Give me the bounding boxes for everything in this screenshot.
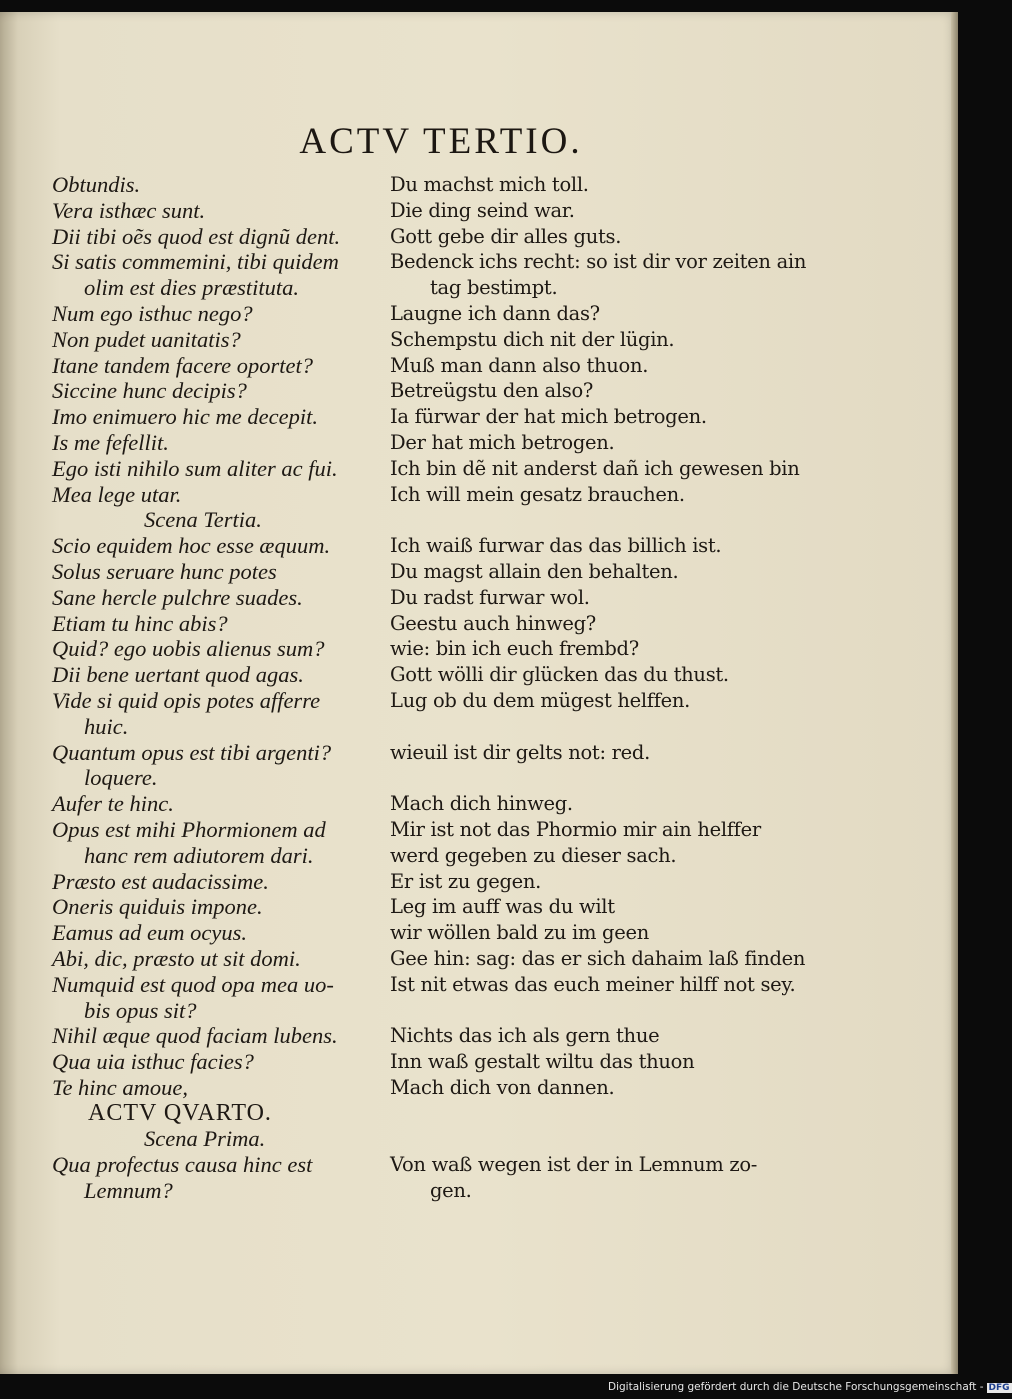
german-line: wir wöllen bald zu im geen (390, 921, 649, 945)
german-column (390, 172, 820, 1204)
funding-text: Digitalisierung gefördert durch die Deutsche Forschungsgemeinschaft - (608, 1381, 984, 1393)
german-line: Du radst furwar wol. (390, 585, 590, 609)
german-line: Du machst mich toll. (390, 173, 589, 196)
german-line: Mach dich von dannen. (390, 1075, 615, 1099)
latin-line: bis opus sit? (84, 997, 197, 1023)
latin-line: huic. (84, 713, 129, 739)
german-line (390, 998, 820, 1024)
latin-line: Oneris quiduis impone. (52, 894, 263, 920)
latin-line: Solus seruare hunc potes (52, 558, 277, 584)
latin-line: Ego isti nihilo sum aliter ac fui. (52, 455, 338, 481)
funding-footer (608, 1381, 1012, 1393)
scene-heading: Scena Prima. (144, 1126, 266, 1152)
running-heading: ACTV TERTIO. (299, 121, 583, 162)
latin-line: Obtundis. (52, 172, 141, 197)
latin-line: Te hinc amoue, (52, 1074, 189, 1100)
german-line: Ich will mein gesatz brauchen. (390, 482, 685, 506)
latin-line: Numquid est quod opa mea uo- (52, 971, 334, 997)
latin-line: Non pudet uanitatis? (52, 326, 241, 352)
german-line: Leg im auff was du wilt (390, 895, 615, 919)
latin-line: Aufer te hinc. (52, 791, 174, 817)
german-line (390, 507, 820, 533)
latin-line: Quid? ego uobis alienus sum? (52, 636, 325, 662)
german-line: gen. (430, 1179, 472, 1203)
latin-line: Scio equidem hoc esse æquum. (52, 533, 331, 559)
book-page (0, 12, 958, 1374)
german-line: Schempstu dich nit der lügin. (390, 327, 675, 351)
scene-heading: Scena Tertia. (144, 507, 262, 533)
latin-line: Sane hercle pulchre suades. (52, 584, 303, 610)
latin-line: Qua uia isthuc facies? (52, 1049, 254, 1075)
german-line: Inn waß gestalt wiltu das thuon (390, 1050, 695, 1074)
german-line: Lug ob du dem mügest helffen. (390, 688, 691, 712)
latin-line: Qua profectus causa hinc est (52, 1152, 313, 1178)
german-line: Geestu auch hinweg? (390, 611, 596, 635)
page-edge (951, 12, 958, 1374)
latin-line: loquere. (84, 765, 158, 791)
latin-line: Dii tibi oẽs quod est dignũ dent. (52, 223, 341, 249)
german-line: Du magst allain den behalten. (390, 559, 679, 583)
german-line: Nichts das ich als gern thue (390, 1024, 660, 1048)
latin-line: olim est dies præstituta. (84, 275, 300, 301)
latin-line: Abi, dic, præsto ut sit domi. (52, 945, 301, 971)
latin-line: Eamus ad eum ocyus. (52, 920, 247, 946)
latin-line: Si satis commemini, tibi quidem (52, 249, 339, 275)
german-line: Ich waiß furwar das das billich ist. (390, 534, 722, 558)
latin-line: Siccine hunc decipis? (52, 378, 247, 404)
latin-line: Num ego isthuc nego? (52, 300, 253, 326)
latin-line: Mea lege utar. (52, 481, 182, 507)
latin-line: Lemnum? (84, 1178, 173, 1204)
act-heading: ACTV QVARTO. (88, 1099, 272, 1126)
latin-line: Quantum opus est tibi argenti? (52, 739, 332, 765)
german-line: Ist nit etwas das euch meiner hilff not sey. (390, 972, 796, 996)
german-line (390, 765, 820, 791)
german-line: tag bestimpt. (430, 276, 558, 300)
latin-line: Vera isthæc sunt. (52, 197, 206, 223)
latin-line: hanc rem adiutorem dari. (84, 842, 314, 868)
german-line (390, 714, 820, 740)
german-line: Gott gebe dir alles guts. (390, 224, 622, 248)
latin-line: Itane tandem facere oportet? (52, 352, 313, 378)
german-line: Betreügstu den also? (390, 379, 594, 403)
german-line: Von waß wegen ist der in Lemnum zo- (390, 1153, 758, 1177)
latin-line: Dii bene uertant quod agas. (52, 662, 304, 688)
latin-line: Opus est mihi Phormionem ad (52, 816, 326, 842)
german-line: Gott wölli dir glücken das du thust. (390, 663, 729, 687)
latin-line: Vide si quid opis potes afferre (52, 687, 321, 713)
german-line: Ich bin dẽ nit anderst dañ ich gewesen bin (390, 456, 800, 480)
latin-line: Præsto est audacissime. (52, 868, 269, 894)
latin-line: Nihil æque quod faciam lubens. (52, 1023, 338, 1049)
german-line: werd gegeben zu dieser sach. (390, 843, 677, 867)
german-line: wieuil ist dir gelts not: red. (390, 740, 650, 764)
latin-column (52, 172, 384, 1204)
german-line: Mach dich hinweg. (390, 792, 573, 816)
german-line: Bedenck ichs recht: so ist dir vor zeiten ain (390, 250, 807, 274)
german-line: Er ist zu gegen. (390, 869, 542, 893)
german-line (390, 1101, 820, 1127)
latin-line: Etiam tu hinc abis? (52, 610, 228, 636)
latin-line: Is me fefellit. (52, 429, 169, 455)
german-line: Die ding seind war. (390, 198, 575, 222)
german-line: Laugne ich dann das? (390, 301, 600, 325)
german-line: Gee hin: sag: das er sich dahaim laß finden (390, 946, 806, 970)
german-line: Der hat mich betrogen. (390, 430, 615, 454)
german-line: wie: bin ich euch frembd? (390, 637, 639, 661)
latin-line: Imo enimuero hic me decepit. (52, 404, 318, 430)
german-line (390, 1126, 820, 1152)
dfg-logo: DFG (988, 1383, 1010, 1393)
german-line: Mir ist not das Phormio mir ain helffer (390, 817, 761, 841)
german-line: Ia fürwar der hat mich betrogen. (390, 405, 707, 429)
german-line: Muß man dann also thuon. (390, 353, 649, 377)
